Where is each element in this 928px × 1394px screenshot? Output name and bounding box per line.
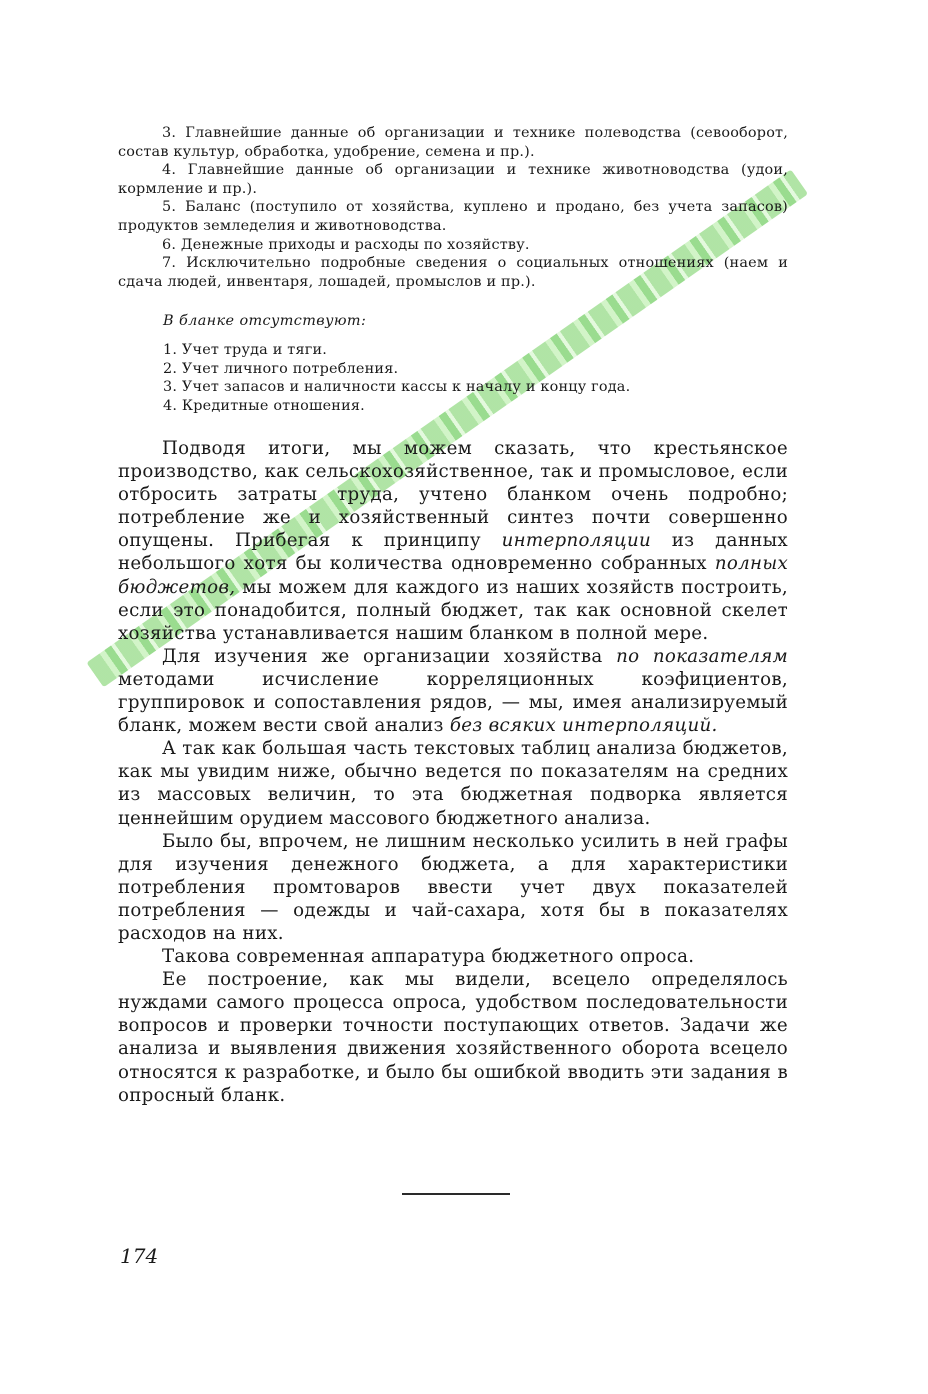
main-text [118,437,788,1107]
list-item: 5. Баланс (поступило от хозяйства, куплено и продано, без учета запасов) продуктов земледелия и животноводства. [118,199,788,234]
missing-items-list [163,341,783,415]
list-item: 4. Кредитные отношения. [163,397,365,414]
paragraph-text: А так как большая часть текстовых таблиц анализа бюджетов, как мы увидим ниже, обычно ведется по показателям на средних из массовых величин, то эта бюджетная подворка является ценнейшим орудием массового бюджетного анализа. [118,738,788,829]
list-item: 2. Учет личного потребления. [163,360,399,377]
list-item: 4. Главнейшие данные об организации и технике животноводства (удои, кормление и пр.). [118,162,788,197]
survey-content-list [118,124,788,291]
list-item: 6. Денежные приходы и расходы по хозяйству. [162,236,530,253]
paragraph-summary [118,437,788,645]
text-run: мы можем для каждого из наших хозяйств построить, если это понадобится, полный бюджет, так как основной скелет хозяйства устанавливается нашим бланком в полной мере. [118,576,788,644]
page-number: 174 [120,1244,159,1268]
italic-term: интерполяции [501,530,651,552]
italic-term: полных бюджетов, [118,553,788,598]
paragraph-indicators [118,645,788,737]
missing-items-heading: В бланке отсутствуют: [163,313,367,329]
paragraph-text: Было бы, впрочем, не лишним несколько усилить в ней графы для изучения денежного бюджета, а для характеристики потребления промтоваров ввести учет двух показателей потребления — одежды и чай-сахара, хотя бы в показателях расходов на них. [118,830,788,944]
paragraph-text: Такова современная аппаратура бюджетного опроса. [162,946,695,968]
italic-term: без всяких интерполяций. [449,715,718,737]
list-item: 7. Исключительно подробные сведения о социальных отношениях (наем и сдача людей, инвентаря, лошадей, промыслов и пр.). [118,255,788,290]
paragraph-text: Ее построение, как мы видели, всецело определялось нуждами самого процесса опроса, удобством последовательности вопросов и проверки точности поступающих ответов. Задачи же анализа и выявления движения хозяйственного оборота всецело относятся к разработке, и было бы ошибкой вводить эти задания в опросный бланк. [118,969,788,1106]
text-run: Для изучения же организации хозяйства [162,645,617,667]
text-run: из данных небольшого хотя бы количества одновременно собранных [118,530,788,575]
list-item: 3. Учет запасов и наличности кассы к началу и концу года. [163,379,631,396]
text-run: методами исчисление корреляционных коэфициентов, группировок и сопоставления рядов, — мы, имея анализируемый бланк, можем вести свой анализ [118,668,788,737]
list-item: 1. Учет труда и тяги. [163,342,328,358]
text-run: Подводя итоги, мы можем сказать, что крестьянское производство, как сельскохозяйственное, так и промысловое, если отбросить затраты труда, учтено бланком очень подробно; потребление же и хозяйственный синтез почти совершенно опущены. Прибегая к принципу [118,438,788,552]
section-divider [402,1193,510,1195]
list-item: 3. Главнейшие данные об организации и технике полеводства (севооборот, состав культур, обработка, удобрение, семена и пр.). [118,125,788,160]
italic-term: по показателям [616,645,788,667]
